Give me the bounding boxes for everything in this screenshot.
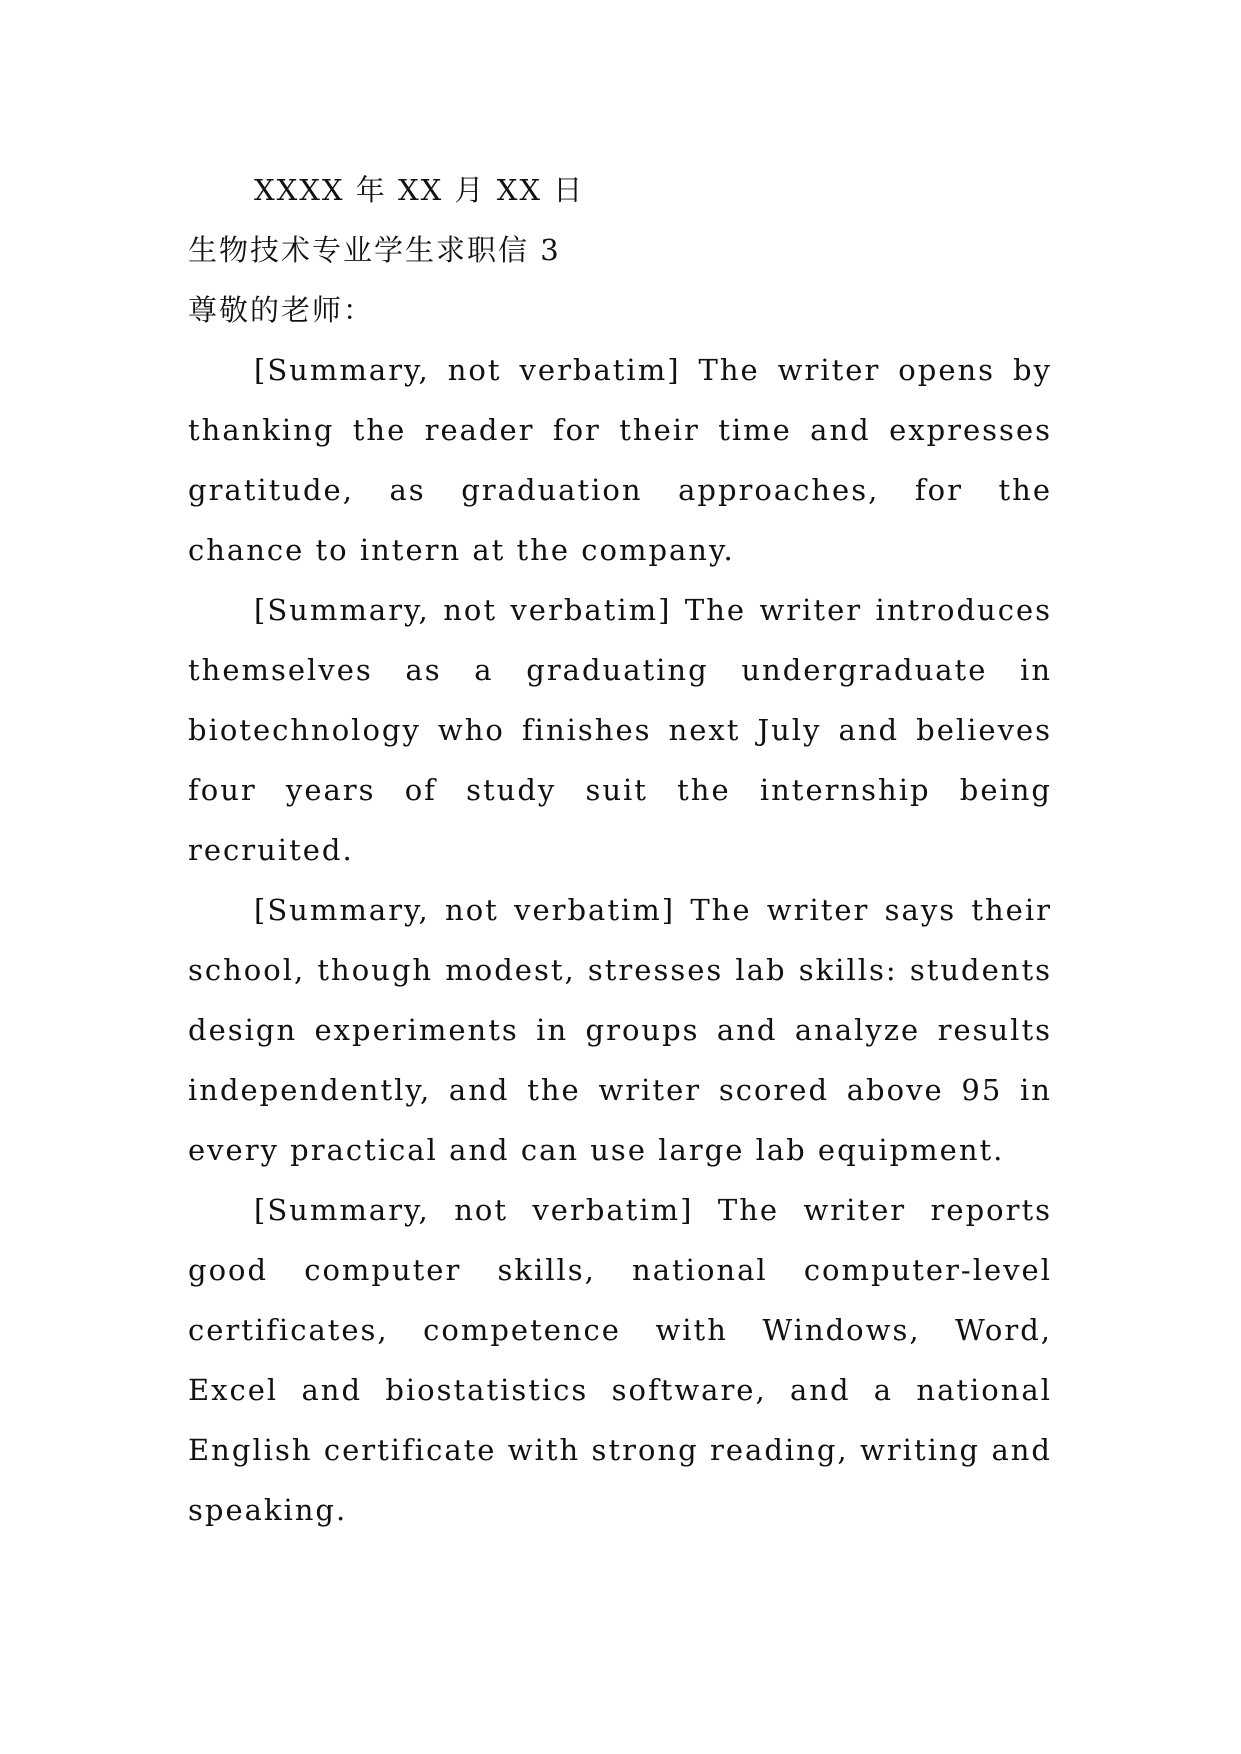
letter-body bbox=[188, 160, 1052, 1540]
letter-title: 生物技术专业学生求职信 3 bbox=[188, 233, 561, 267]
letter-salutation: 尊敬的老师： bbox=[188, 293, 375, 327]
paragraph-lab-skills: [Summary, not verbatim] The writer says their school, though modest, stresses lab skills: students design experiments in groups and analyze results independently, and the writer scored above 95 in every practical and can use large lab equipment. bbox=[188, 893, 1052, 1167]
paragraph-opening: [Summary, not verbatim] The writer opens by thanking the reader for their time and expresses gratitude, as graduation approaches, for the chance to intern at the company. bbox=[188, 353, 1052, 567]
paragraph-introduction: [Summary, not verbatim] The writer introduces themselves as a graduating undergraduate in biotechnology who finishes next July and believes four years of study suit the internship being recruited. bbox=[188, 593, 1052, 867]
paragraph-computer-english: [Summary, not verbatim] The writer reports good computer skills, national computer-level certificates, competence with Windows, Word, Excel and biostatistics software, and a national English certificate with strong reading, writing and speaking. bbox=[188, 1193, 1052, 1527]
letter-date: XXXX 年 XX 月 XX 日 bbox=[254, 173, 585, 207]
